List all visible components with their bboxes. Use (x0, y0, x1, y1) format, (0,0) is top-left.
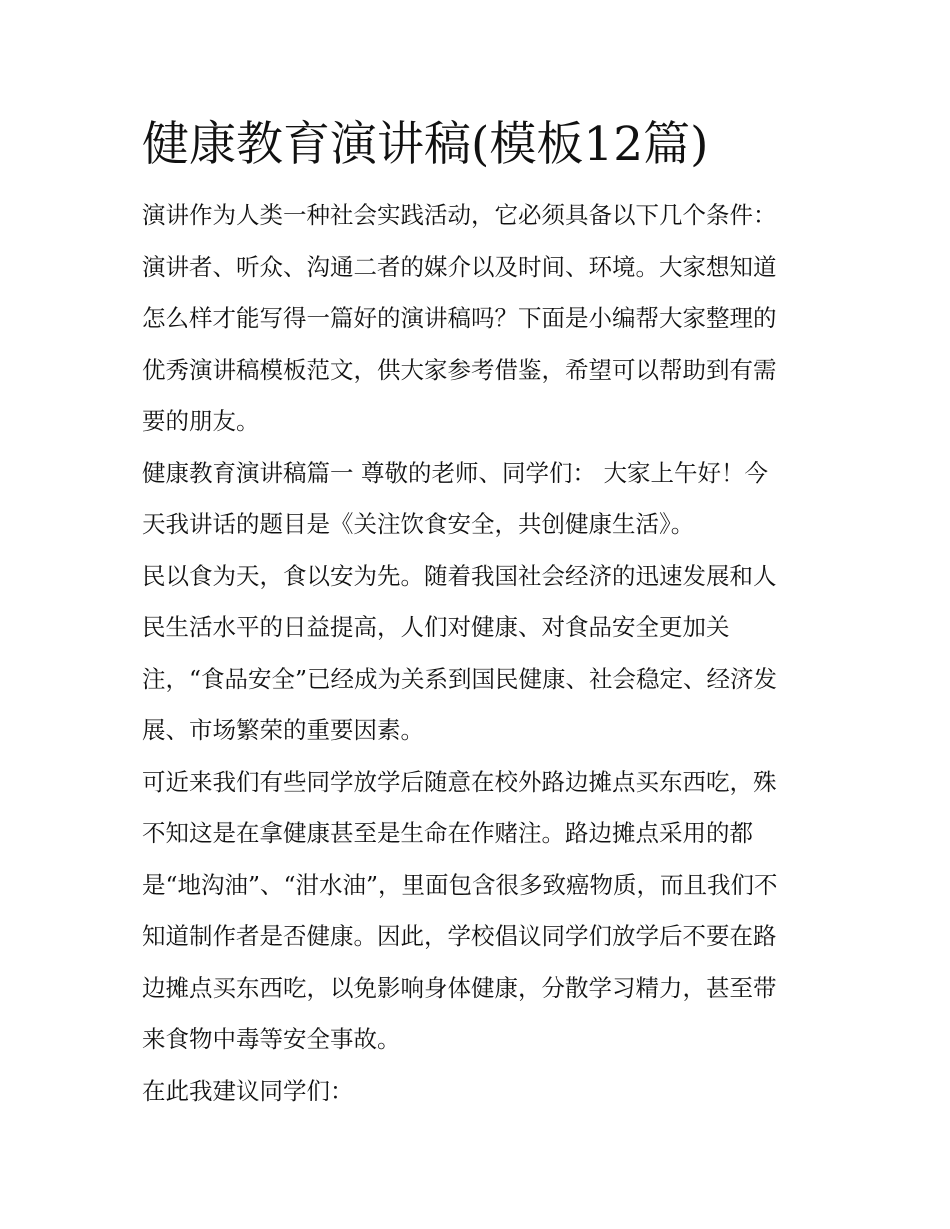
paragraph-greeting (142, 448, 814, 551)
paragraph-street-food (142, 757, 814, 1066)
text-line: 边摊点买东西吃，以免影响身体健康，分散学习精力，甚至带 (142, 973, 777, 1002)
text-line: 不知这是在拿健康甚至是生命在作赌注。路边摊点采用的都 (142, 819, 753, 847)
text-line: 可近来我们有些同学放学后随意在校外路边摊点买东西吃，殊 (142, 767, 777, 796)
text-line: 民以食为天，食以安为先。随着我国社会经济的迅速发展和人 (142, 561, 777, 590)
text-line: 优秀演讲稿模板范文，供大家参考借鉴，希望可以帮助到有需 (142, 355, 777, 384)
text-line: 健康教育演讲稿篇一 尊敬的老师、同学们： 大家上午好！今 (142, 458, 768, 487)
text-line: 演讲作为人类一种社会实践活动，它必须具备以下几个条件： (142, 201, 777, 229)
text-line: 展、市场繁荣的重要因素。 (142, 716, 424, 744)
text-line: 注，“食品安全”已经成为关系到国民健康、社会稳定、经济发 (142, 664, 778, 693)
text-line: 民生活水平的日益提高，人们对健康、对食品安全更加关 (142, 613, 730, 641)
text-line: 演讲者、听众、沟通二者的媒介以及时间、环境。大家想知道 (142, 252, 777, 281)
text-line: 天我讲话的题目是《关注饮食安全，共创健康生活》。 (142, 510, 695, 538)
text-line: 要的朋友。 (142, 407, 260, 435)
paragraph-suggestion (142, 1066, 814, 1118)
paragraph-intro (142, 190, 814, 448)
paragraph-food-safety (142, 551, 814, 757)
text-line: 怎么样才能写得一篇好的演讲稿吗？下面是小编帮大家整理的 (142, 304, 777, 332)
text-line: 在此我建议同学们： (142, 1076, 354, 1105)
document-title: 健康教育演讲稿(模板12篇) (142, 117, 709, 172)
text-line: 来食物中毒等安全事故。 (142, 1025, 401, 1053)
document-page (142, 112, 814, 1117)
text-line: 知道制作者是否健康。因此，学校倡议同学们放学后不要在路 (142, 922, 777, 950)
text-line: 是“地沟油”、“泔水油”，里面包含很多致癌物质，而且我们不 (142, 870, 778, 899)
